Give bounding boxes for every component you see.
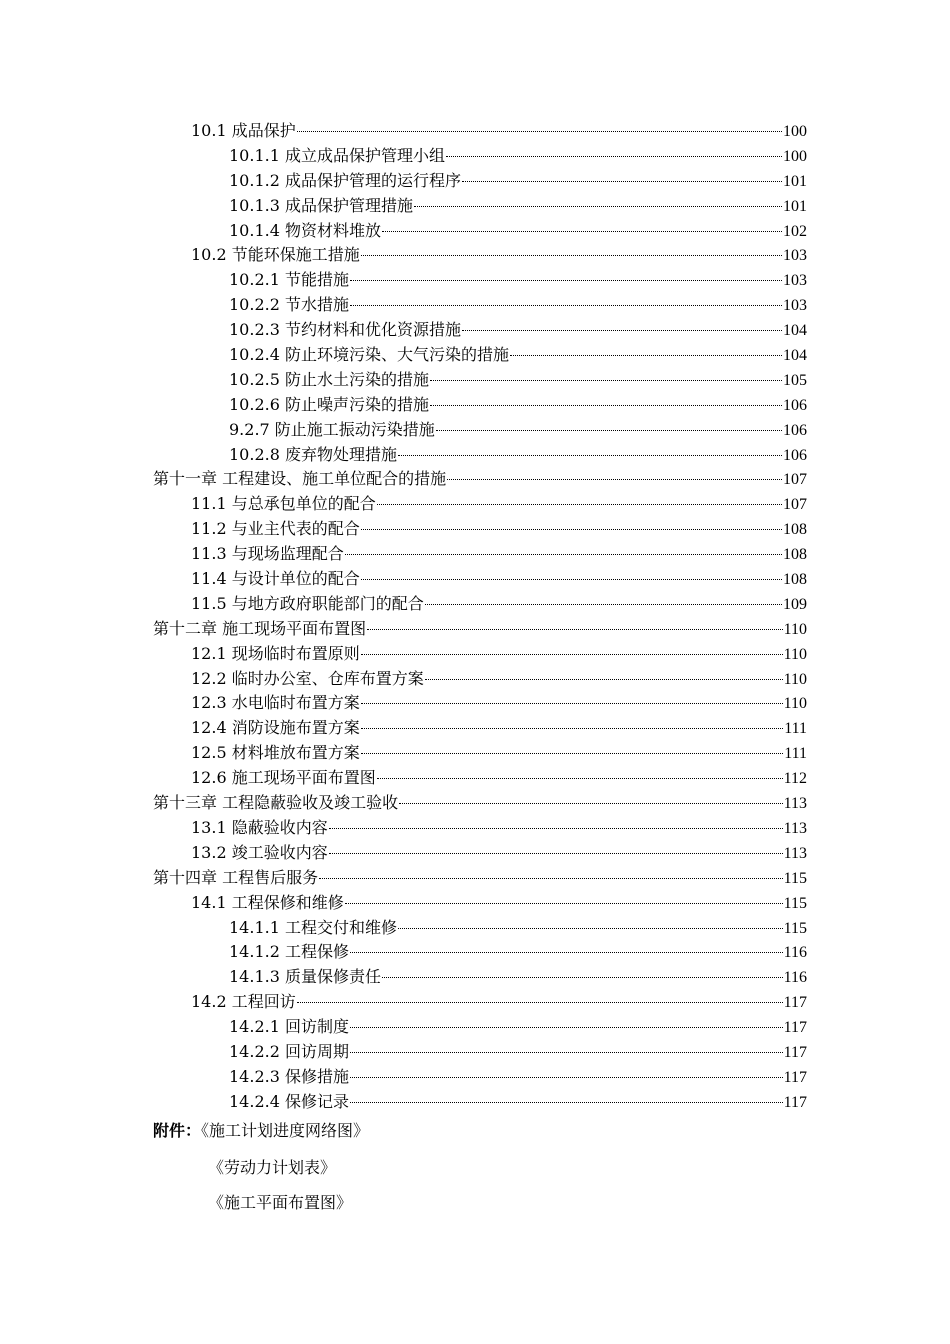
dot-leader: [361, 654, 783, 655]
dot-leader: [361, 255, 782, 256]
dot-leader: [510, 355, 782, 356]
toc-entry-title: 9.2.7 防止施工振动污染措施: [229, 419, 435, 439]
dot-leader: [350, 1102, 783, 1103]
toc-entry-page: 107: [783, 496, 807, 514]
dot-leader: [345, 554, 782, 555]
toc-entry-page: 101: [783, 197, 807, 215]
toc-entry-title: 11.3 与现场监理配合: [191, 544, 344, 564]
toc-entry-title: 12.3 水电临时布置方案: [191, 693, 360, 713]
dot-leader: [350, 1077, 783, 1078]
dot-leader: [398, 455, 782, 456]
toc-entry[interactable]: [153, 219, 807, 244]
toc-entry-page: 110: [783, 670, 807, 688]
toc-entry-page: 117: [783, 1043, 807, 1061]
toc-entry-title: 10.2.6 防止噪声污染的措施: [229, 394, 429, 414]
toc-entry-page: 106: [783, 446, 807, 464]
toc-entry-title: 10.2.1 节能措施: [229, 270, 349, 290]
toc-entry-title: 14.2.1 回访制度: [229, 1017, 349, 1037]
dot-leader: [350, 1052, 783, 1053]
toc-entry-title: 11.4 与设计单位的配合: [191, 569, 360, 589]
toc-entry-page: 106: [783, 421, 807, 439]
toc-entry-title: 13.2 竣工验收内容: [191, 842, 328, 862]
toc-entry-page: 108: [783, 521, 807, 539]
toc-entry-title: 14.2.4 保修记录: [229, 1091, 349, 1111]
toc-entry-title: 10.1.3 成品保护管理措施: [229, 195, 413, 215]
dot-leader: [297, 131, 782, 132]
toc-entry[interactable]: [153, 567, 807, 592]
toc-entry[interactable]: [153, 667, 807, 692]
toc-entry-title: 14.1.2 工程保修: [229, 942, 349, 962]
toc-entry[interactable]: [153, 542, 807, 567]
dot-leader: [329, 828, 783, 829]
toc-entry-title: 10.2.5 防止水土污染的措施: [229, 369, 429, 389]
toc-entry-title: 10.2.3 节约材料和优化资源措施: [229, 320, 461, 340]
toc-entry-title: 第十一章 工程建设、施工单位配合的措施: [153, 469, 447, 489]
dot-leader: [361, 579, 782, 580]
toc-entry-page: 104: [783, 347, 807, 365]
dot-leader: [382, 977, 783, 978]
toc-entry-title: 11.5 与地方政府职能部门的配合: [191, 593, 424, 613]
toc-entry[interactable]: [153, 617, 807, 642]
toc-entry[interactable]: [153, 916, 807, 941]
dot-leader: [361, 728, 783, 729]
toc-entry[interactable]: [153, 691, 807, 716]
toc-entry-title: 10.2 节能环保施工措施: [191, 245, 360, 265]
toc-entry-page: 117: [783, 994, 807, 1012]
dot-leader: [399, 803, 783, 804]
dot-leader: [350, 952, 783, 953]
dot-leader: [319, 878, 783, 879]
toc-entry[interactable]: [153, 1065, 807, 1090]
toc-entry[interactable]: [153, 318, 807, 343]
toc-entry[interactable]: [153, 492, 807, 517]
toc-entry-title: 10.1 成品保护: [191, 121, 296, 140]
toc-entry[interactable]: [153, 293, 807, 318]
toc-entry-page: 116: [783, 969, 807, 987]
toc-entry-page: 105: [783, 371, 807, 389]
toc-entry-title: 第十三章 工程隐蔽验收及竣工验收: [153, 793, 399, 813]
toc-entry-page: 115: [783, 919, 807, 937]
toc-entry-page: 117: [783, 1019, 807, 1037]
toc-entry[interactable]: [153, 268, 807, 293]
toc-entry[interactable]: [153, 642, 807, 667]
dot-leader: [425, 679, 783, 680]
toc-entry-title: 14.1 工程保修和维修: [191, 892, 344, 912]
toc-entry-page: 101: [783, 172, 807, 190]
toc-entry[interactable]: [153, 741, 807, 766]
appendix-item: 《施工计划进度网络图》: [201, 1121, 370, 1140]
toc-entry-page: 100: [783, 147, 807, 165]
dot-leader: [382, 231, 782, 232]
toc-entry-page: 115: [783, 894, 807, 912]
dot-leader: [462, 181, 782, 182]
dot-leader: [377, 504, 782, 505]
dot-leader: [367, 629, 783, 630]
toc-entry[interactable]: [153, 393, 807, 418]
toc-entry-page: 113: [783, 795, 807, 813]
toc-entry-page: 108: [783, 546, 807, 564]
dot-leader: [361, 703, 783, 704]
toc-entry[interactable]: [153, 343, 807, 368]
toc-entry-page: 103: [783, 247, 807, 265]
toc-entry-title: 14.2 工程回访: [191, 992, 296, 1012]
toc-entry-title: 10.1.1 成立成品保护管理小组: [229, 145, 445, 165]
toc-entry-title: 14.1.1 工程交付和维修: [229, 917, 397, 937]
dot-leader: [447, 479, 782, 480]
toc-entry[interactable]: [153, 766, 807, 791]
toc-entry-page: 113: [783, 819, 807, 837]
toc-entry-title: 11.2 与业主代表的配合: [191, 519, 360, 539]
toc-entry-page: 110: [783, 620, 807, 638]
toc-entry[interactable]: [153, 940, 807, 965]
toc-entry[interactable]: [153, 891, 807, 916]
toc-entry-page: 103: [783, 272, 807, 290]
toc-entry-title: 10.2.4 防止环境污染、大气污染的措施: [229, 345, 509, 365]
dot-leader: [350, 280, 782, 281]
dot-leader: [414, 206, 782, 207]
toc-entry-page: 113: [783, 844, 807, 862]
toc-entry-title: 12.2 临时办公室、仓库布置方案: [191, 668, 424, 688]
toc-entry[interactable]: [153, 965, 807, 990]
dot-leader: [350, 305, 782, 306]
toc-entry[interactable]: [153, 1040, 807, 1065]
toc-entry[interactable]: [153, 816, 807, 841]
toc-entry[interactable]: [153, 443, 807, 468]
appendix-label: 附件：: [153, 1121, 202, 1140]
toc-entry-page: 102: [783, 222, 807, 240]
table-of-contents: [153, 119, 807, 1115]
toc-entry[interactable]: [153, 119, 807, 144]
toc-entry[interactable]: [153, 1015, 807, 1040]
toc-entry[interactable]: [153, 243, 807, 268]
toc-entry-title: 第十二章 施工现场平面布置图: [153, 618, 367, 638]
toc-entry-title: 10.2.2 节水措施: [229, 295, 349, 315]
dot-leader: [398, 928, 783, 929]
toc-entry-title: 12.1 现场临时布置原则: [191, 643, 360, 663]
toc-entry-page: 116: [783, 944, 807, 962]
dot-leader: [361, 529, 782, 530]
toc-entry[interactable]: [153, 791, 807, 816]
toc-entry-page: 112: [783, 770, 807, 788]
toc-entry-page: 108: [783, 571, 807, 589]
toc-entry-page: 111: [784, 745, 807, 763]
toc-entry-title: 11.1 与总承包单位的配合: [191, 494, 376, 514]
toc-entry[interactable]: [153, 841, 807, 866]
toc-entry-page: 110: [783, 645, 807, 663]
toc-entry[interactable]: [153, 169, 807, 194]
toc-entry-title: 12.4 消防设施布置方案: [191, 718, 360, 738]
toc-entry-title: 12.6 施工现场平面布置图: [191, 768, 376, 788]
toc-entry-title: 10.1.4 物资材料堆放: [229, 220, 381, 240]
appendix-item: 《劳动力计划表》: [208, 1158, 337, 1177]
toc-entry-page: 104: [783, 322, 807, 340]
toc-entry[interactable]: [153, 517, 807, 542]
toc-entry-title: 13.1 隐蔽验收内容: [191, 817, 328, 837]
dot-leader: [446, 156, 782, 157]
toc-entry-page: 103: [783, 297, 807, 315]
dot-leader: [430, 405, 782, 406]
appendix-item: 《施工平面布置图》: [208, 1193, 353, 1212]
dot-leader: [345, 903, 783, 904]
toc-entry-title: 14.2.3 保修措施: [229, 1066, 349, 1086]
appendix-line: [153, 1118, 369, 1141]
toc-entry-title: 第十四章 工程售后服务: [153, 867, 319, 887]
dot-leader: [377, 778, 783, 779]
toc-entry[interactable]: [153, 716, 807, 741]
toc-entry-title: 14.2.2 回访周期: [229, 1041, 349, 1061]
toc-entry-title: 10.1.2 成品保护管理的运行程序: [229, 170, 461, 190]
toc-entry-page: 109: [783, 595, 807, 613]
dot-leader: [462, 330, 782, 331]
toc-entry[interactable]: [153, 144, 807, 169]
dot-leader: [329, 853, 783, 854]
dot-leader: [350, 1027, 783, 1028]
toc-entry-title: 14.1.3 质量保修责任: [229, 967, 381, 987]
dot-leader: [297, 1002, 783, 1003]
toc-entry-page: 106: [783, 396, 807, 414]
toc-entry-title: 12.5 材料堆放布置方案: [191, 743, 360, 763]
toc-entry-title: 10.2.8 废弃物处理措施: [229, 444, 397, 464]
toc-entry-page: 110: [783, 695, 807, 713]
toc-entry[interactable]: [153, 368, 807, 393]
toc-entry-page: 117: [783, 1068, 807, 1086]
dot-leader: [436, 430, 782, 431]
toc-entry[interactable]: [153, 592, 807, 617]
toc-entry-page: 115: [783, 869, 807, 887]
toc-entry[interactable]: [153, 418, 807, 443]
dot-leader: [425, 604, 782, 605]
toc-entry[interactable]: [153, 866, 807, 891]
toc-entry[interactable]: [153, 467, 807, 492]
toc-entry-page: 117: [783, 1093, 807, 1111]
toc-entry-page: 100: [783, 123, 807, 140]
toc-entry-page: 107: [783, 471, 807, 489]
toc-entry[interactable]: [153, 194, 807, 219]
dot-leader: [430, 380, 782, 381]
toc-entry[interactable]: [153, 990, 807, 1015]
toc-entry[interactable]: [153, 1090, 807, 1115]
dot-leader: [361, 753, 783, 754]
toc-entry-page: 111: [784, 720, 807, 738]
